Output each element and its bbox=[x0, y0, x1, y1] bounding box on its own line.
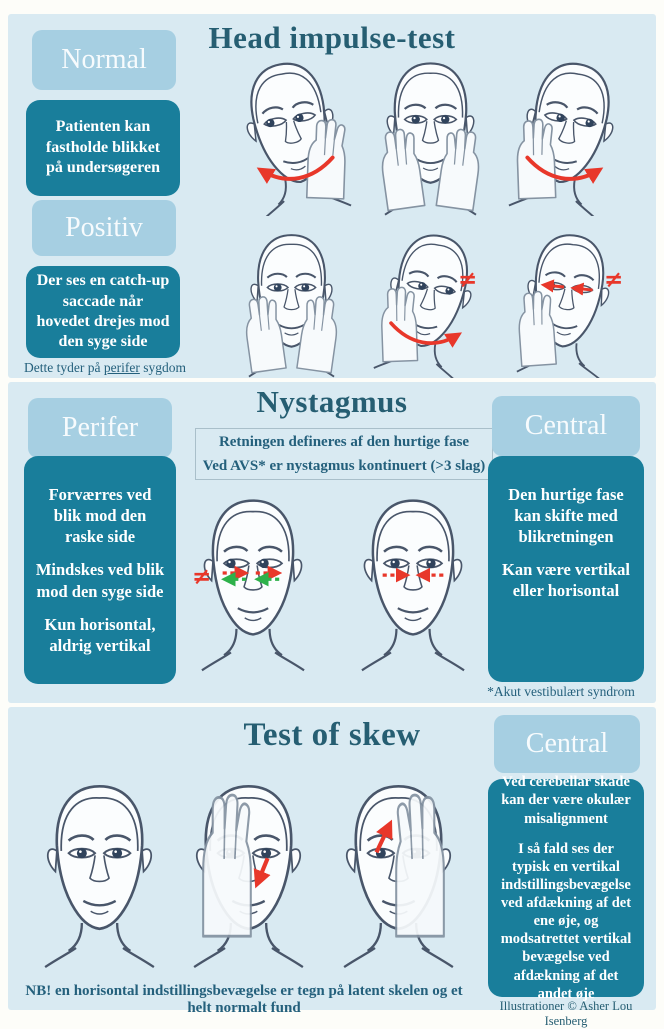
section-head-impulse bbox=[8, 14, 656, 378]
head-catchup-saccade-illustration bbox=[510, 228, 625, 378]
head-impulse-title: Head impulse-test bbox=[208, 20, 456, 55]
nystagmus-central-text-box: Den hurtige fase kan skifte med blikretningen Kan være vertikal eller horisontal bbox=[488, 456, 644, 682]
positiv-text: Der ses en catch-up saccade når hovedet drejes mod den syge side bbox=[36, 272, 170, 351]
perifer-label: Perifer bbox=[61, 412, 139, 443]
normal-label-box bbox=[32, 30, 176, 90]
section-nystagmus bbox=[8, 382, 656, 703]
normal-text: Patienten kan fastholde blikket på undersøgeren bbox=[45, 118, 161, 177]
skew-front-head-illustration bbox=[26, 777, 173, 969]
skew-central-label: Central bbox=[525, 728, 609, 759]
head-impulse-footnote: Dette tyder på perifer sygdom bbox=[24, 360, 186, 375]
not-equal-icon: ≠ bbox=[192, 564, 212, 590]
illustrator-credit: Illustrationer © Asher Lou Isenberg bbox=[499, 999, 633, 1028]
positiv-text-box bbox=[26, 266, 180, 358]
skew-central-label-box bbox=[494, 715, 640, 773]
not-equal-icon: ≠ bbox=[458, 267, 478, 293]
nystagmus-title: Nystagmus bbox=[256, 384, 408, 419]
not-equal-icon: ≠ bbox=[604, 267, 624, 293]
saccade-arrow bbox=[574, 288, 592, 290]
section-test-of-skew bbox=[8, 707, 656, 1028]
nystagmus-info-line2: Ved AVS* er nystagmus kontinuert (>3 slag) bbox=[202, 457, 486, 474]
skew-cover-right-eye-illustration bbox=[325, 777, 472, 969]
head-turned-left-illustration bbox=[230, 56, 353, 216]
perifer-label-box bbox=[28, 398, 172, 458]
normal-text-box bbox=[26, 100, 180, 196]
skew-cover-left-eye-illustration bbox=[175, 777, 322, 969]
head-turned-right-illustration bbox=[507, 56, 630, 216]
perifer-link-text: perifer bbox=[103, 360, 140, 375]
positiv-label: Positiv bbox=[65, 212, 143, 243]
nystagmus-central-head-illustration bbox=[344, 492, 482, 672]
saccade-arrow bbox=[545, 285, 564, 287]
test-of-skew-title: Test of skew bbox=[243, 717, 421, 753]
skew-nb-note: NB! en horisontal indstillingsbevægelse er tegn på latent skelen og et helt normalt fund bbox=[25, 983, 463, 1016]
nystagmus-info-box bbox=[195, 428, 493, 480]
skew-central-text-box: Ved cerebellar skade kan der være okulær misalignment I så fald ses der typisk en vertikal indstillingsbevægelse ved afdækning af det ene øje, og modsatrettet vertikal bevægelse ved afdækning af det andet øje bbox=[488, 779, 644, 997]
head-turned-right-mismatch-illustration bbox=[372, 228, 487, 378]
head-front-hands-illustration bbox=[234, 228, 349, 378]
nystagmus-central-label: Central bbox=[524, 410, 608, 441]
nystagmus-info-line1: Retningen defineres af den hurtige fase bbox=[218, 433, 470, 450]
avs-footnote: *Akut vestibulært syndrom bbox=[487, 684, 635, 699]
nystagmus-central-label-box bbox=[492, 396, 640, 456]
head-front-hands-illustration bbox=[369, 56, 492, 216]
positiv-label-box bbox=[32, 200, 176, 256]
normal-label: Normal bbox=[61, 44, 147, 75]
perifer-text-box: Forværres ved blik mod den raske side Mindskes ved blik mod den syge side Kun horisontal, aldrig vertikal bbox=[24, 456, 176, 684]
